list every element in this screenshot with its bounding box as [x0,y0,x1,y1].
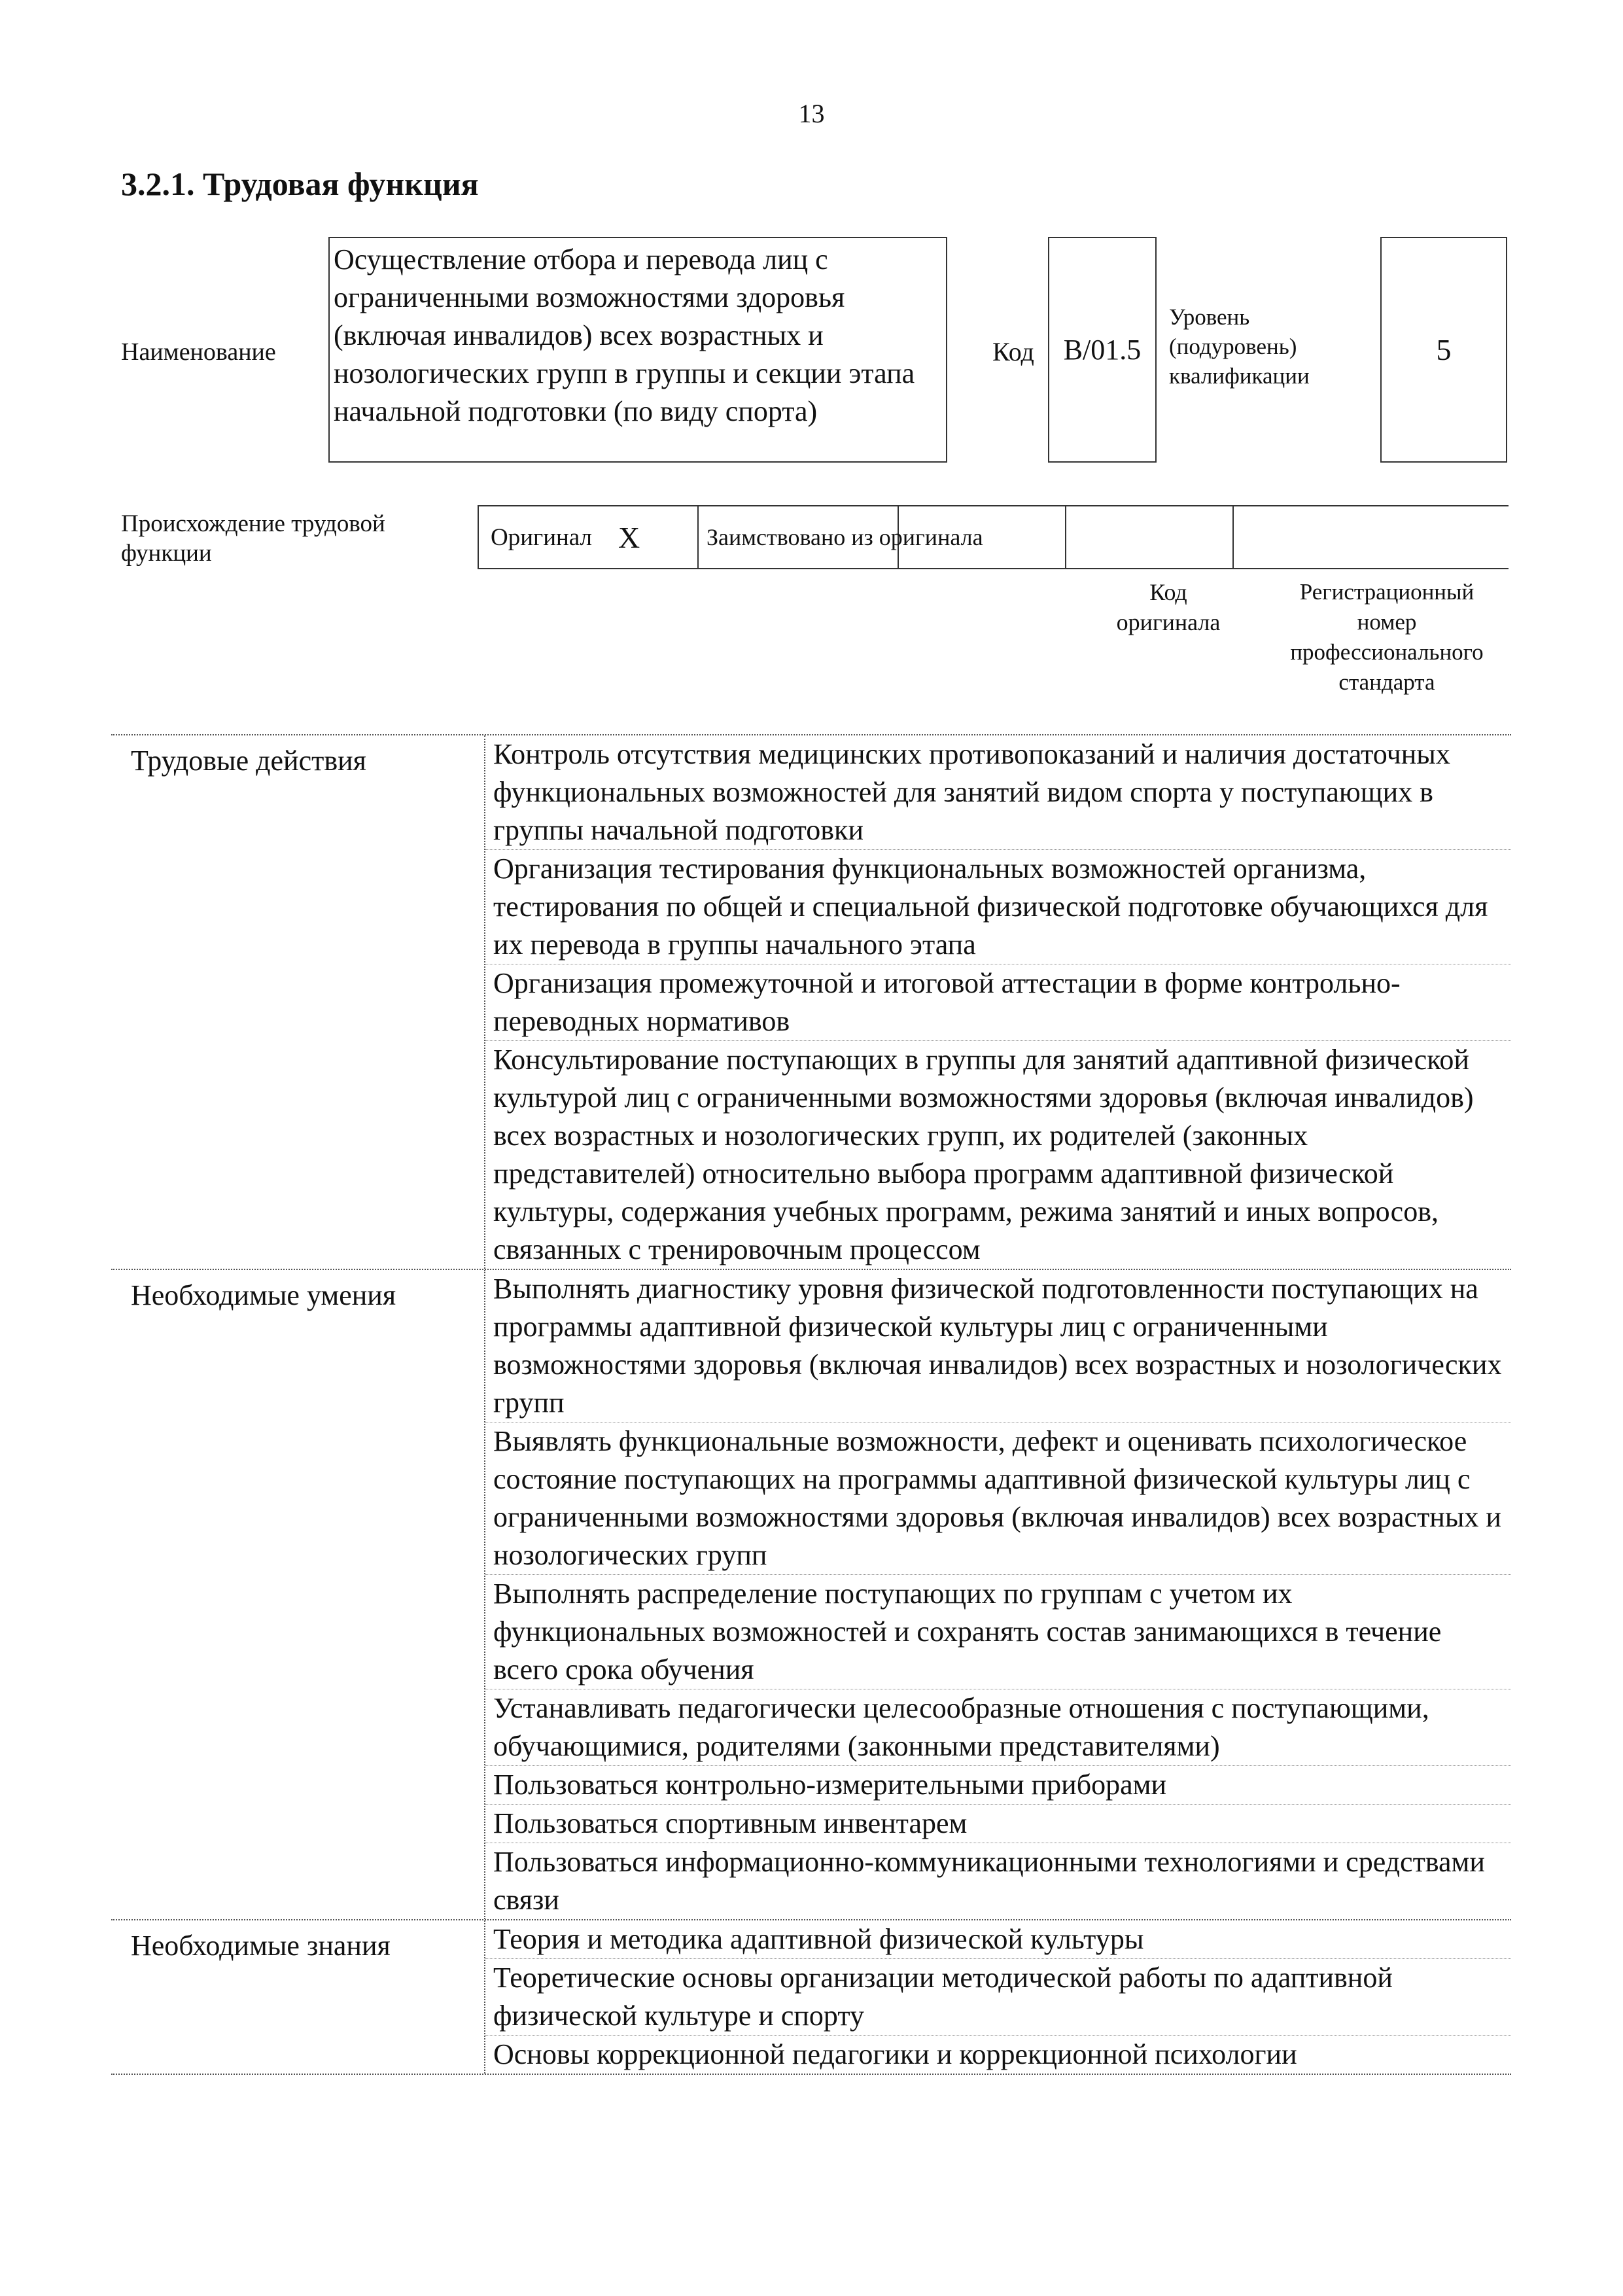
code-value: B/01.5 [1063,334,1142,366]
page-number: 13 [798,99,825,128]
table-row: Теоретические основы организации методической работы по адаптивной физической культуре и спорту [485,1959,1511,2036]
code-label: Код [992,337,1034,366]
origin-regnum-cell [1234,506,1509,568]
group-label: Необходимые умения [131,1279,396,1311]
table-group-skills [111,1270,1511,1920]
level-label [1169,302,1310,391]
name-label: Наименование [121,338,276,366]
origin-label: Происхождение трудовой функции [121,510,385,567]
function-table [111,734,1511,2075]
table-row: Основы коррекционной педагогики и коррекционной психологии [493,2038,1297,2070]
registration-number-label-line: Регистрационный [1299,579,1475,605]
table-row: Консультирование поступающих в группы для занятий адаптивной физической культурой лиц с ограниченными возможностями здоровья (включая инвалидов) всех возрастных и нозологических групп, их родителей (законных представителей) относительно выбора программ адаптивной физической культуры, содержания учебных программ, режима занятий и иных вопросов, связанных с тренировочным процессом [493,1044,1474,1265]
group-label: Необходимые знания [131,1930,391,1962]
level-label-line: квалификации [1169,363,1310,389]
code-value-box [1048,237,1157,463]
table-row: Пользоваться контрольно-измерительными приборами [485,1766,1511,1805]
table-row: Выполнять диагностику уровня физической подготовленности поступающих на программы адаптивной физической культуры лиц с ограниченными возможностями здоровья (включая инвалидов) всех возрастных и нозологических групп [485,1270,1511,1422]
level-value: 5 [1436,333,1452,366]
original-code-label-line: оригинала [1116,609,1221,635]
original-code-label-line: Код [1149,579,1187,605]
origin-empty-cell [899,506,1066,568]
borrowed-label: Заимствовано из оригинала [707,524,983,550]
original-mark: X [618,520,640,554]
table-row: Контроль отсутствия медицинских противопоказаний и наличия достаточных функциональных возможностей для занятий видом спорта у поступающих в группы начальной подготовки [485,735,1511,850]
registration-number-label [1256,577,1518,698]
registration-number-label-line: профессионального [1290,639,1484,665]
table-row: Устанавливать педагогически целесообразные отношения с поступающими, обучающимися, родителями (законными представителями) [485,1689,1511,1766]
original-code-label [1070,577,1266,637]
registration-number-label-line: стандарта [1338,669,1435,695]
registration-number-label-line: номер [1357,609,1417,635]
table-row: Пользоваться спортивным инвентарем [485,1805,1511,1843]
table-group-actions [111,735,1511,1270]
table-row: Организация тестирования функциональных возможностей организма, тестирования по общей и специальной физической подготовке обучающихся для их перевода в группы начального этапа [485,850,1511,964]
table-row: Теория и методика адаптивной физической культуры [485,1920,1511,1959]
name-value: Осуществление отбора и перевода лиц с ограниченными возможностями здоровья (включая инвалидов) всех возрастных и нозологических групп в группы и секции этапа начальной подготовки (по виду спорта) [334,243,915,427]
group-items [484,1920,1511,2074]
name-value-box [328,237,947,463]
table-row: Организация промежуточной и итоговой аттестации в форме контрольно-переводных нормативов [485,964,1511,1041]
origin-code-cell [1066,506,1234,568]
level-label-line: (подуровень) [1169,334,1297,359]
origin-original-cell [479,506,699,568]
origin-borrowed-cell [699,506,983,568]
group-items [484,1270,1511,1919]
section-title: 3.2.1. Трудовая функция [121,166,479,202]
table-row: Выявлять функциональные возможности, дефект и оценивать психологическое состояние поступающих на программы адаптивной физической культуры лиц с ограниченными возможностями здоровья (включая инвалидов) всех возрастных и нозологических групп [485,1422,1511,1575]
table-row: Выполнять распределение поступающих по группам с учетом их функциональных возможностей и сохранять состав занимающихся в течение всего срока обучения [485,1575,1511,1689]
group-label: Трудовые действия [131,745,366,777]
table-group-knowledge [111,1920,1511,2075]
level-label-line: Уровень [1169,304,1250,330]
group-items [484,735,1511,1269]
original-label: Оригинал [491,523,593,551]
level-value-box [1380,237,1507,463]
table-row: Пользоваться информационно-коммуникационными технологиями и средствами связи [493,1846,1485,1916]
origin-table [478,505,1509,569]
